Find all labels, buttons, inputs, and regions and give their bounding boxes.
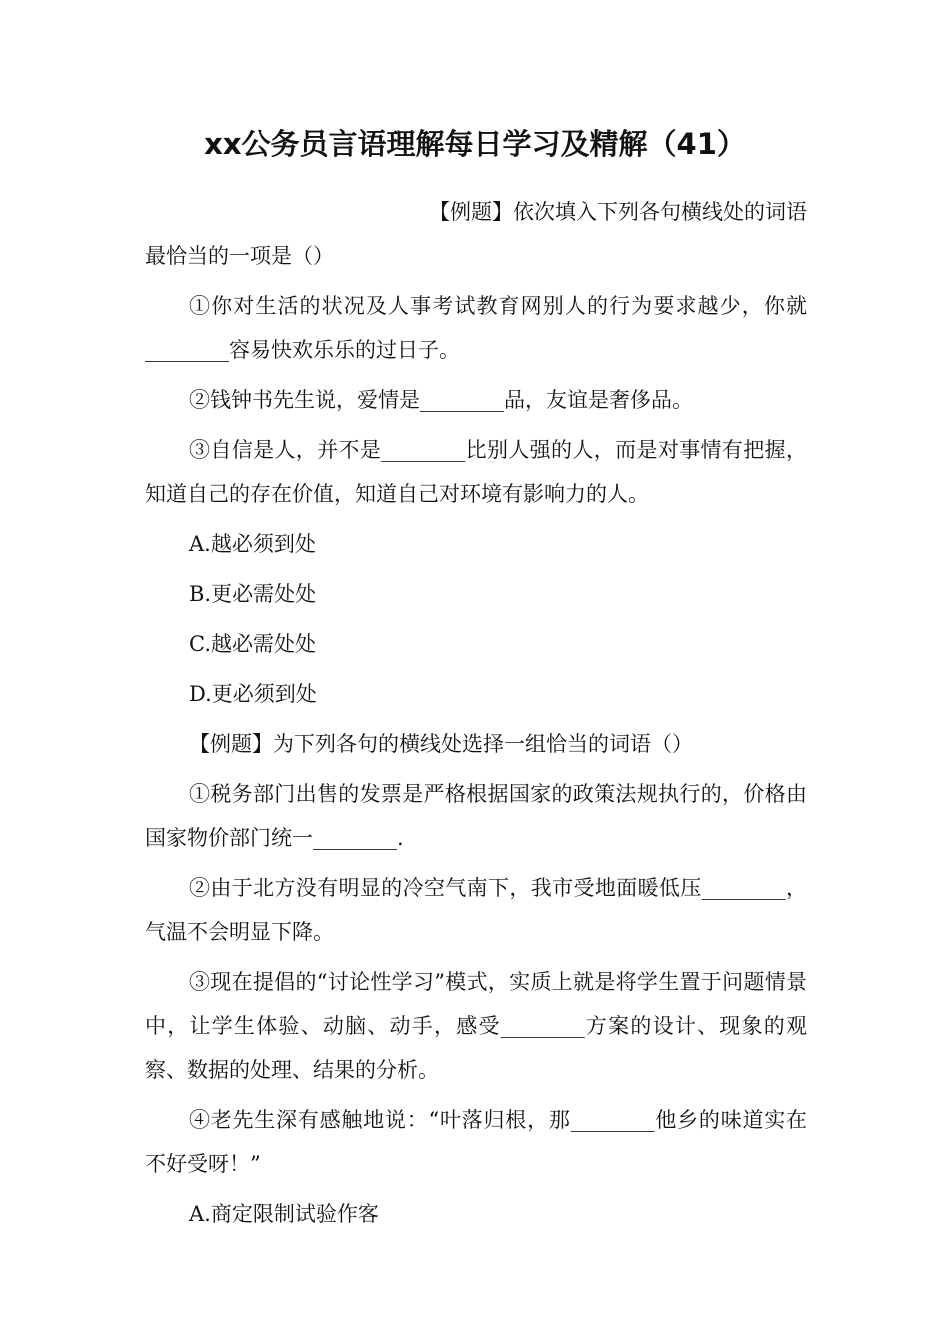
q2-sentence-2: ②由于北方没有明显的冷空气南下，我市受地面暖低压________，气温不会明显下降。 bbox=[145, 876, 807, 944]
q1-sentence-3: ③自信是人，并不是________比别人强的人，而是对事情有把握，知道自己的存在价值，知道自己对环境有影响力的人。 bbox=[145, 438, 807, 506]
document-body bbox=[145, 190, 807, 1242]
q1-option-b: B.更必需处处 bbox=[189, 582, 317, 606]
q2-sentence-1: ①税务部门出售的发票是严格根据国家的政策法规执行的，价格由国家物价部门统一________. bbox=[145, 782, 807, 850]
q1-option-a: A.越必须到处 bbox=[189, 532, 316, 556]
q1-sentence-2: ②钱钟书先生说，爱情是________品，友谊是奢侈品。 bbox=[189, 388, 693, 412]
q1-option-d: D.更必须到处 bbox=[189, 682, 317, 706]
q1-sentence-1: ①你对生活的状况及人事考试教育网别人的行为要求越少，你就________容易快欢乐乐的过日子。 bbox=[145, 294, 807, 362]
q2-sentence-4: ④老先生深有感触地说：“叶落归根，那________他乡的味道实在不好受呀！” bbox=[145, 1108, 807, 1176]
q2-stem: 【例题】为下列各句的横线处选择一组恰当的词语（） bbox=[189, 732, 693, 756]
q1-stem-line1: 【例题】依次填入下列各句横线处的词语 bbox=[429, 200, 807, 224]
q2-option-a: A.商定限制试验作客 bbox=[189, 1202, 379, 1226]
document-title: xx公务员言语理解每日学习及精解（41） bbox=[204, 127, 746, 161]
q1-stem-line2: 最恰当的一项是（） bbox=[145, 244, 334, 268]
q2-sentence-3: ③现在提倡的“讨论性学习”模式，实质上就是将学生置于问题情景中，让学生体验、动脑、动手，感受________方案的设计、现象的观察、数据的处理、结果的分析。 bbox=[145, 970, 807, 1082]
q1-option-c: C.越必需处处 bbox=[189, 632, 316, 656]
